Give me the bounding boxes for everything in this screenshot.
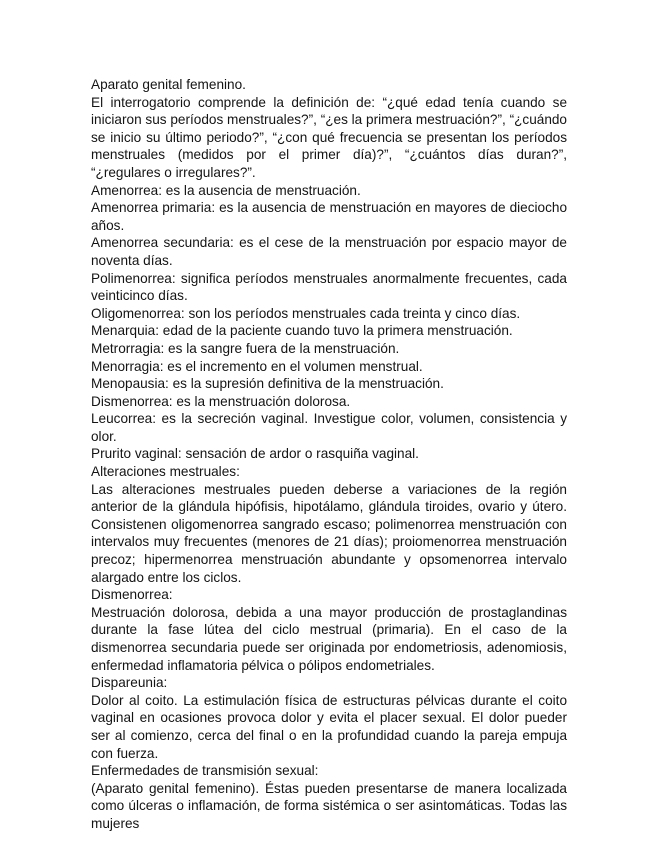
heading-enfermedades-transmision-sexual: Enfermedades de transmisión sexual: [91,763,319,779]
heading-dismenorrea: Dismenorrea: [91,587,173,603]
definition-menopausia: Menopausia: es la supresión definitiva de la menstruación. [91,376,444,392]
definition-amenorrea-primaria: Amenorrea primaria: es la ausencia de menstruación en mayores de dieciocho años. [91,200,567,233]
paragraph-dispareunia: Dolor al coito. La estimulación física de estructuras pélvicas durante el coito vaginal en ocasiones provoca dolor y evita el placer sexual. El dolor pueder ser al comienzo, cerca del final o en la profundidad cuando la pareja empuja con fuerza. [91,692,567,761]
definition-oligomenorrea: Oligomenorrea: son los períodos menstruales cada treinta y cinco días. [91,305,521,321]
definition-metrorragia: Metrorragia: es la sangre fuera de la menstruación. [91,340,400,356]
definition-leucorrea: Leucorrea: es la secreción vaginal. Investigue color, volumen, consistencia y olor. [91,411,567,444]
definition-amenorrea-secundaria: Amenorrea secundaria: es el cese de la menstruación por espacio mayor de noventa días. [91,235,567,268]
paragraph-interrogatorio: El interrogatorio comprende la definición de: “¿qué edad tenía cuando se iniciaron sus períodos menstruales?”, “¿es la primera mestruación?”, “¿cuándo se inicio su último periodo?”, “¿con qué frecuencia se presentan los períodos menstruales (medidos por el primer día)?”, “¿cuántos días duran?”, “¿regulares o irregulares?”. [91,94,567,180]
paragraph-dismenorrea: Mestruación dolorosa, debida a una mayor producción de prostaglandinas durante la fase lútea del ciclo mestrual (primaria). En el caso de la dismenorrea secundaria puede ser originada por endometriosis, adenomiosis, enfermedad inflamatoria pélvica o pólipos endometriales. [91,604,567,673]
definition-menorragia: Menorragia: es el incremento en el volumen menstrual. [91,358,423,374]
definition-amenorrea: Amenorrea: es la ausencia de menstruación. [91,182,361,198]
document-page [91,76,567,833]
heading-alteraciones-mestruales: Alteraciones mestruales: [91,464,240,480]
definition-prurito-vaginal: Prurito vaginal: sensación de ardor o rasquiña vaginal. [91,446,419,462]
definition-menarquia: Menarquia: edad de la paciente cuando tuvo la primera menstruación. [91,323,513,339]
paragraph-enfermedades-transmision-sexual: (Aparato genital femenino). Éstas pueden presentarse de manera localizada como úlceras o inflamación, de forma sistémica o ser asintomáticas. Todas las mujeres [91,780,567,831]
heading-dispareunia: Dispareunia: [91,675,168,691]
definition-dismenorrea: Dismenorrea: es la menstruación dolorosa. [91,393,351,409]
definition-polimenorrea: Polimenorrea: significa períodos menstruales anormalmente frecuentes, cada veinticinco días. [91,270,567,304]
paragraph-alteraciones-mestruales: Las alteraciones mestruales pueden deberse a variaciones de la región anterior de la glándula hipófisis, hipotálamo, glándula tiroides, ovario y útero. Consistenen oligomenorrea sangrado escaso; polimenorrea menstruación con intervalos muy frecuentes (menores de 21 días); proiomenorrea menstruación precoz; hipermenorrea menstruación abundante y opsomenorrea intervalo alargado entre los ciclos. [91,481,567,585]
section-title: Aparato genital femenino. [91,77,246,92]
